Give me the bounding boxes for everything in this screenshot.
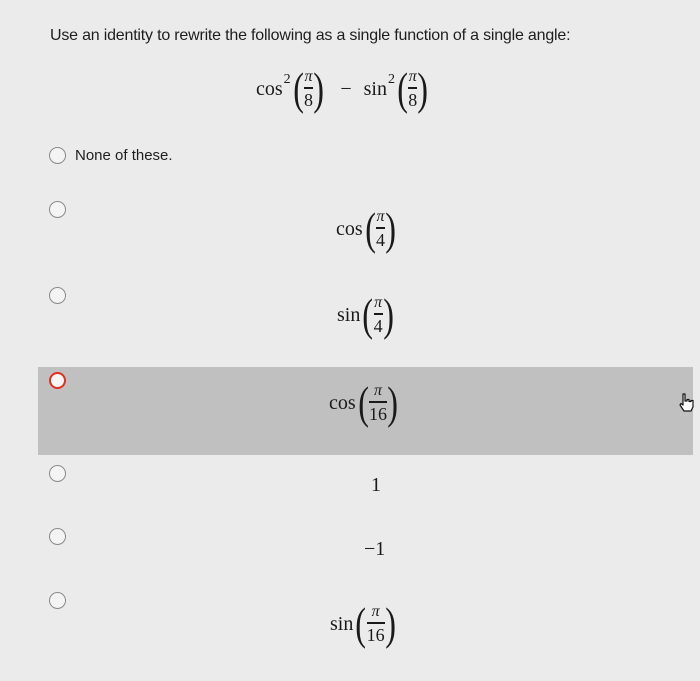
radio-option-negative-one[interactable] <box>49 528 66 545</box>
term1-function: cos <box>256 77 283 100</box>
term1-power: 2 <box>283 72 291 87</box>
minus-operator: − <box>340 77 352 100</box>
term1-numerator: π <box>304 68 313 86</box>
hand-pointer-icon <box>676 392 698 414</box>
term2-power: 2 <box>387 72 395 87</box>
term2-fraction <box>408 69 417 109</box>
option-function: sin <box>330 612 354 635</box>
radio-option-sin-pi-16[interactable] <box>49 592 66 609</box>
close-paren: ) <box>384 598 396 649</box>
option-cos-pi-16 <box>329 377 400 428</box>
fraction-bar <box>367 622 385 624</box>
radio-option-sin-pi-4[interactable] <box>49 287 66 304</box>
fraction-bar <box>374 313 383 315</box>
option-negative-one-value: −1 <box>364 538 386 560</box>
option-fraction <box>374 295 383 335</box>
option-function: cos <box>336 217 363 240</box>
fraction-bar <box>304 87 313 89</box>
radio-option-cos-pi-16[interactable] <box>49 372 66 389</box>
question-expression <box>256 63 431 114</box>
radio-option-none[interactable] <box>49 147 66 164</box>
option-function: cos <box>329 391 356 414</box>
option-function: sin <box>337 303 361 326</box>
open-paren: ( <box>292 63 304 114</box>
option-numerator: π <box>376 208 385 226</box>
open-paren: ( <box>362 289 374 340</box>
open-paren: ( <box>357 377 369 428</box>
radio-option-cos-pi-4[interactable] <box>49 201 66 218</box>
option-fraction <box>376 209 385 249</box>
term2-numerator: π <box>408 68 417 86</box>
option-denominator: 4 <box>376 229 385 250</box>
close-paren: ) <box>417 63 429 114</box>
question-prompt: Use an identity to rewrite the following as a single function of a single angle: <box>50 27 571 44</box>
term1-fraction <box>304 69 313 109</box>
open-paren: ( <box>364 203 376 254</box>
close-paren: ) <box>385 203 397 254</box>
option-sin-pi-16 <box>330 598 398 649</box>
option-one-value: 1 <box>371 474 381 496</box>
close-paren: ) <box>382 289 394 340</box>
fraction-bar <box>408 87 417 89</box>
option-numerator: π <box>373 382 382 400</box>
option-cos-pi-4 <box>336 203 398 254</box>
open-paren: ( <box>355 598 367 649</box>
option-sin-pi-4 <box>337 289 396 340</box>
open-paren: ( <box>397 63 408 114</box>
term2-function: sin <box>363 77 387 100</box>
fraction-bar <box>369 401 387 403</box>
option-denominator: 16 <box>366 624 385 645</box>
close-paren: ) <box>387 377 399 428</box>
option-fraction <box>367 604 385 644</box>
option-numerator: π <box>374 294 383 312</box>
option-denominator: 4 <box>373 315 383 336</box>
option-denominator: 16 <box>369 403 387 424</box>
option-none-label: None of these. <box>75 147 173 164</box>
option-fraction <box>369 383 387 423</box>
close-paren: ) <box>313 63 325 114</box>
radio-option-one[interactable] <box>49 465 66 482</box>
term1-denominator: 8 <box>304 89 313 110</box>
term2-denominator: 8 <box>408 89 418 110</box>
fraction-bar <box>376 227 385 229</box>
option-numerator: π <box>371 603 380 621</box>
